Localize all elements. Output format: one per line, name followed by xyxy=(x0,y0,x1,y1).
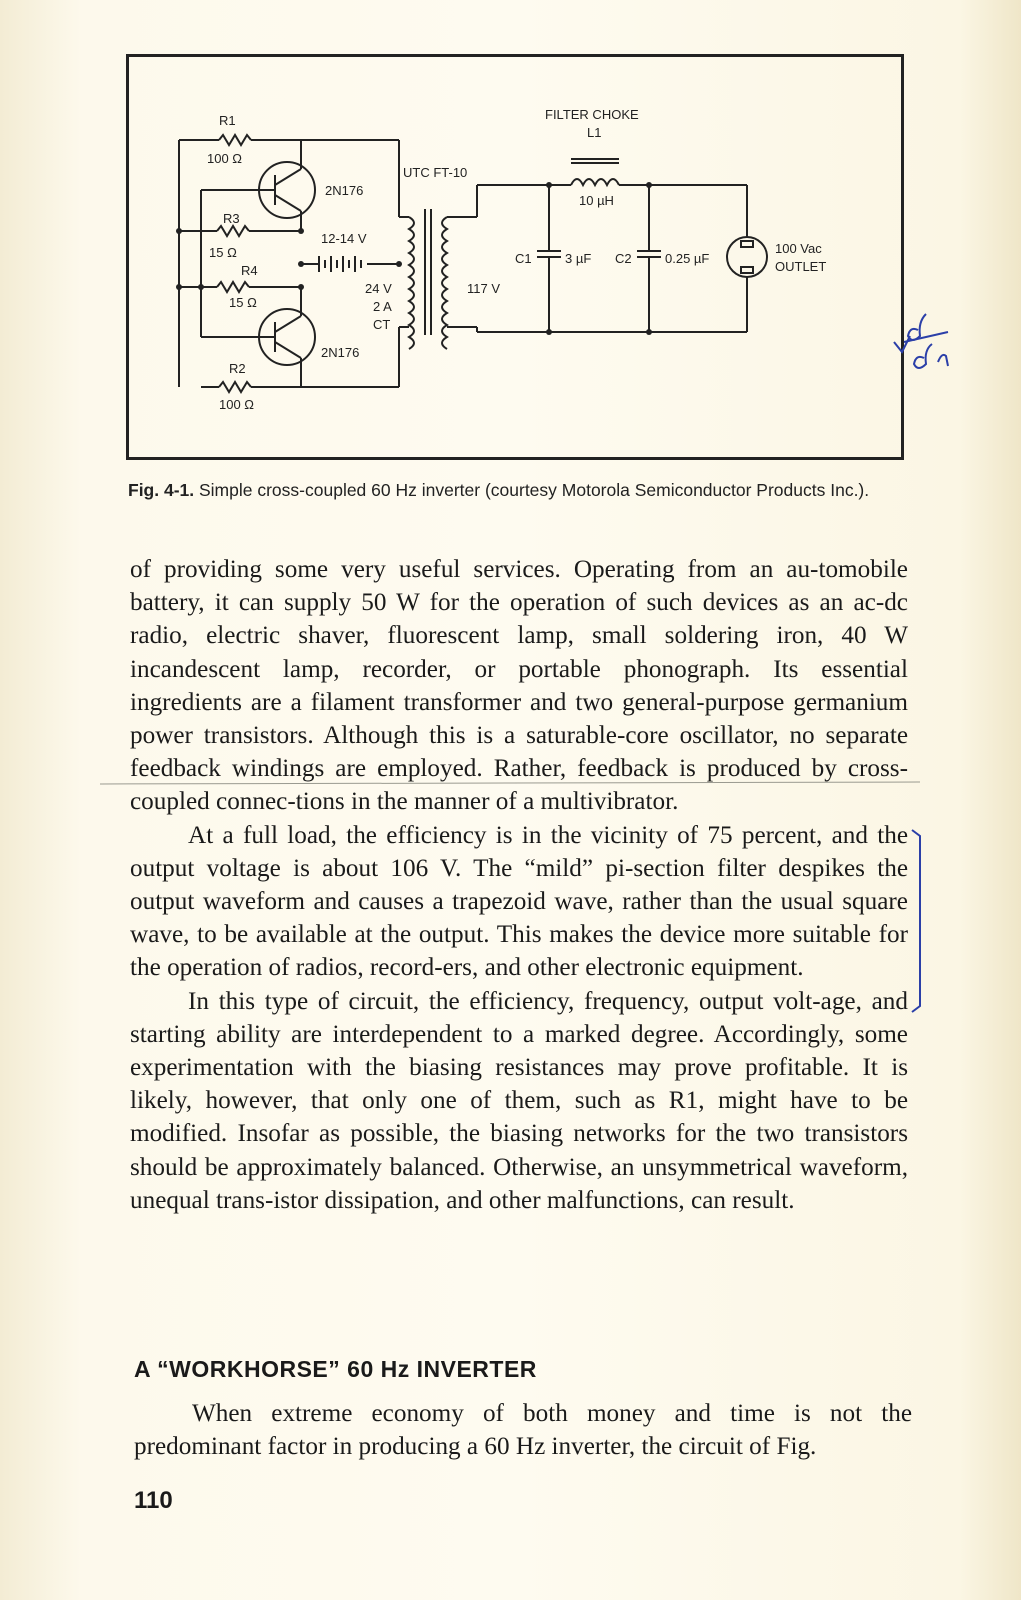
r2-label: R2 xyxy=(229,361,246,376)
body-text xyxy=(130,553,908,1217)
secondary-voltage: 24 V xyxy=(365,281,392,296)
battery-label: 12-14 V xyxy=(321,231,367,246)
primary-voltage: 117 V xyxy=(467,281,501,296)
paragraph-1: of providing some very useful services. Operating from an au-tomobile battery, it can supply 50 W for the operation of such devices as an ac-dc radio, electric shaver, fluorescent lamp, small soldering iron, 40 W incandescent lamp, recorder, or portable phonograph. Its essential ingredients are a filament transformer and two general-purpose germanium power transistors. Although this is a saturable-core oscillator, no separate feedback windings are employed. Rather, feedback is produced by cross-coupled connec-tions in the manner of a multivibrator. xyxy=(130,556,908,816)
r4-value: 15 Ω xyxy=(229,295,257,310)
handwritten-margin-bracket xyxy=(910,826,930,1016)
q2-label: 2N176 xyxy=(321,345,360,360)
choke-title: FILTER CHOKE xyxy=(545,107,639,122)
center-tap: CT xyxy=(373,317,391,332)
r3-label: R3 xyxy=(223,211,240,226)
page-number: 110 xyxy=(134,1487,173,1514)
paragraph-3: In this type of circuit, the efficiency, frequency, output volt-age, and starting ability are interdependent to a marked degree. Accordingly, some experimentation with the biasing resistances may prove profitable. It is likely, however, that only one of them, such as R1, might have to be modified. Insofar as possible, the biasing networks for the two transistors should be approximately balanced. Otherwise, an unsymmetrical waveform, unequal trans-istor dissipation, and other malfunctions, can result. xyxy=(130,987,908,1214)
transformer-label: UTC FT-10 xyxy=(403,165,468,180)
outlet-label-2: OUTLET xyxy=(775,259,827,274)
figure-frame xyxy=(126,54,904,460)
choke-value: 10 µH xyxy=(579,193,614,208)
c2-value: 0.25 µF xyxy=(665,251,710,266)
r3-value: 15 Ω xyxy=(209,245,237,260)
secondary-current: 2 A xyxy=(373,299,392,314)
r4-label: R4 xyxy=(241,263,258,278)
section-paragraph-1: When extreme economy of both money and time is not the predominant factor in producing a 60 Hz inverter, the circuit of Fig. xyxy=(134,1400,912,1461)
figure-caption xyxy=(128,478,918,502)
outlet-label-1: 100 Vac xyxy=(775,241,822,256)
r1-value: 100 Ω xyxy=(207,151,243,166)
c2-label: C2 xyxy=(615,251,632,266)
handwritten-margin-note xyxy=(888,296,968,376)
r2-value: 100 Ω xyxy=(219,397,255,412)
section-body xyxy=(134,1397,912,1463)
circuit-schematic xyxy=(129,57,907,463)
figure-caption-number: Fig. 4-1. xyxy=(128,480,195,500)
choke-ref: L1 xyxy=(587,125,602,140)
figure-caption-text: Simple cross-coupled 60 Hz inverter (courtesy Motorola Semiconductor Products Inc.). xyxy=(199,480,870,500)
q1-label: 2N176 xyxy=(325,183,364,198)
c1-label: C1 xyxy=(515,251,532,266)
c1-value: 3 µF xyxy=(565,251,592,266)
paragraph-2: At a full load, the efficiency is in the vicinity of 75 percent, and the output voltage is about 106 V. The “mild” pi-section filter despikes the output waveform and causes a trapezoid wave, rather than the usual square wave, to be available at the output. This makes the device more suitable for the operation of radios, record-ers, and other electronic equipment. xyxy=(130,821,908,982)
r1-label: R1 xyxy=(219,113,236,128)
section-heading: A “WORKHORSE” 60 Hz INVERTER xyxy=(134,1356,537,1382)
